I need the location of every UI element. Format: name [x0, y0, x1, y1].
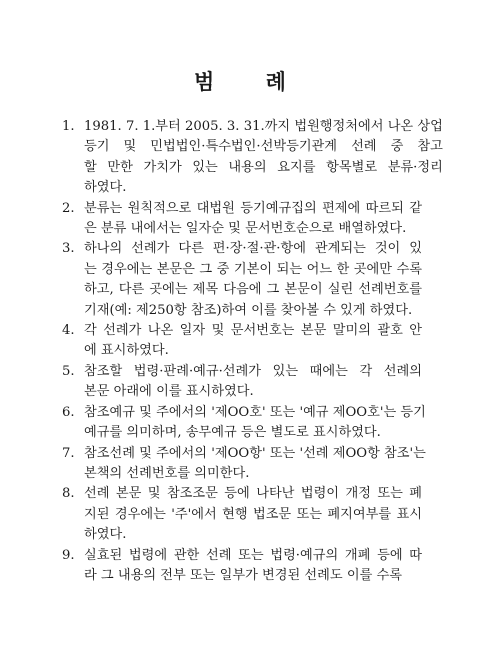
item-text-line: 본책의 선례번호를 의미한다.	[84, 465, 250, 481]
item-text	[84, 546, 422, 587]
item-text-line: 하고, 다른 곳에는 제목 다음에 그 본문이 실린 선례번호를	[84, 282, 422, 298]
item-text-line: 은 분류 내에서는 일자순 및 문서번호순으로 배열하였다.	[84, 221, 407, 237]
item-number: 5.	[62, 363, 75, 379]
item-text-line: 할 만한 가치가 있는 내용의 요지를 항목별로 분류·정리	[84, 159, 443, 175]
item-number: 2.	[62, 200, 75, 216]
item-text-line: 각 선례가 나온 일자 및 문서번호는 본문 말미의 괄호 안	[84, 323, 422, 339]
item-number: 8.	[62, 486, 75, 502]
page-title: 범 례	[194, 69, 308, 94]
item-text-line: 예규를 의미하며, 송무예규 등은 별도로 표시하였다.	[84, 425, 381, 441]
item-text-line: 하였다.	[84, 180, 127, 196]
item-text-line: 실효된 법령에 관한 선례 또는 법령·예규의 개폐 등에 따	[84, 547, 422, 563]
item-text-line: 하였다.	[84, 527, 127, 543]
item-number: 1.	[62, 119, 75, 134]
item-number: 4.	[62, 323, 75, 339]
item-text-line: 분류는 원칙적으로 대법원 등기예규집의 편제에 따르되 같	[84, 200, 422, 216]
item-number: 6.	[62, 404, 75, 420]
item-text	[84, 239, 422, 321]
item-text	[84, 362, 422, 403]
item-text-line: 참조예규 및 주에서의 '제OO호' 또는 '예규 제OO호'는 등기	[84, 404, 426, 420]
item-text-line: 에 표시하였다.	[84, 343, 169, 359]
list-item	[62, 403, 426, 444]
list-item	[62, 362, 422, 403]
list-item	[62, 444, 426, 485]
item-number: 3.	[62, 241, 75, 257]
item-text-line: 본문 아래에 이를 표시하였다.	[84, 384, 254, 400]
item-text-line: 라 그 내용의 전부 또는 일부가 변경된 선례도 이를 수록	[84, 567, 402, 583]
item-text-line: 참조선례 및 주에서의 '제OO항' 또는 '선례 제OO항 참조'는	[84, 445, 426, 461]
list-item	[62, 199, 422, 240]
item-text	[84, 403, 426, 444]
list-item	[62, 239, 422, 321]
list-item	[62, 484, 422, 545]
item-number: 9.	[62, 547, 75, 563]
item-text-line: 참조할 법령·판례·예규·선례가 있는 때에는 각 선례의	[84, 363, 422, 379]
list-item	[62, 546, 422, 587]
item-text-line: 등기 및 민법법인·특수법인·선박등기관계 선례 중 참고	[84, 139, 443, 155]
item-text-line: 지된 경우에는 '주'에서 현행 법조문 또는 폐지여부를 표시	[84, 506, 422, 522]
item-text	[84, 117, 443, 199]
item-text-line: 는 경우에는 본문은 그 중 기본이 되는 어느 한 곳에만 수록	[84, 261, 422, 277]
item-text	[84, 199, 422, 240]
item-number: 7.	[62, 445, 75, 461]
list-item	[62, 321, 422, 362]
item-text-line: 하나의 선례가 다른 편·장·절·관·항에 관계되는 것이 있	[84, 241, 422, 257]
list-item	[62, 117, 443, 199]
item-text	[84, 321, 422, 362]
item-text	[84, 484, 422, 545]
item-text-line: 1981. 7. 1.부터 2005. 3. 31.까지 법원행정처에서 나온 상업	[84, 119, 443, 134]
guidelines-list	[62, 117, 443, 586]
item-text-line: 기재(예: 제250항 참조)하여 이를 찾아볼 수 있게 하였다.	[84, 302, 413, 318]
item-text-line: 선례 본문 및 참조조문 등에 나타난 법령이 개정 또는 폐	[84, 486, 422, 502]
item-text	[84, 444, 426, 485]
